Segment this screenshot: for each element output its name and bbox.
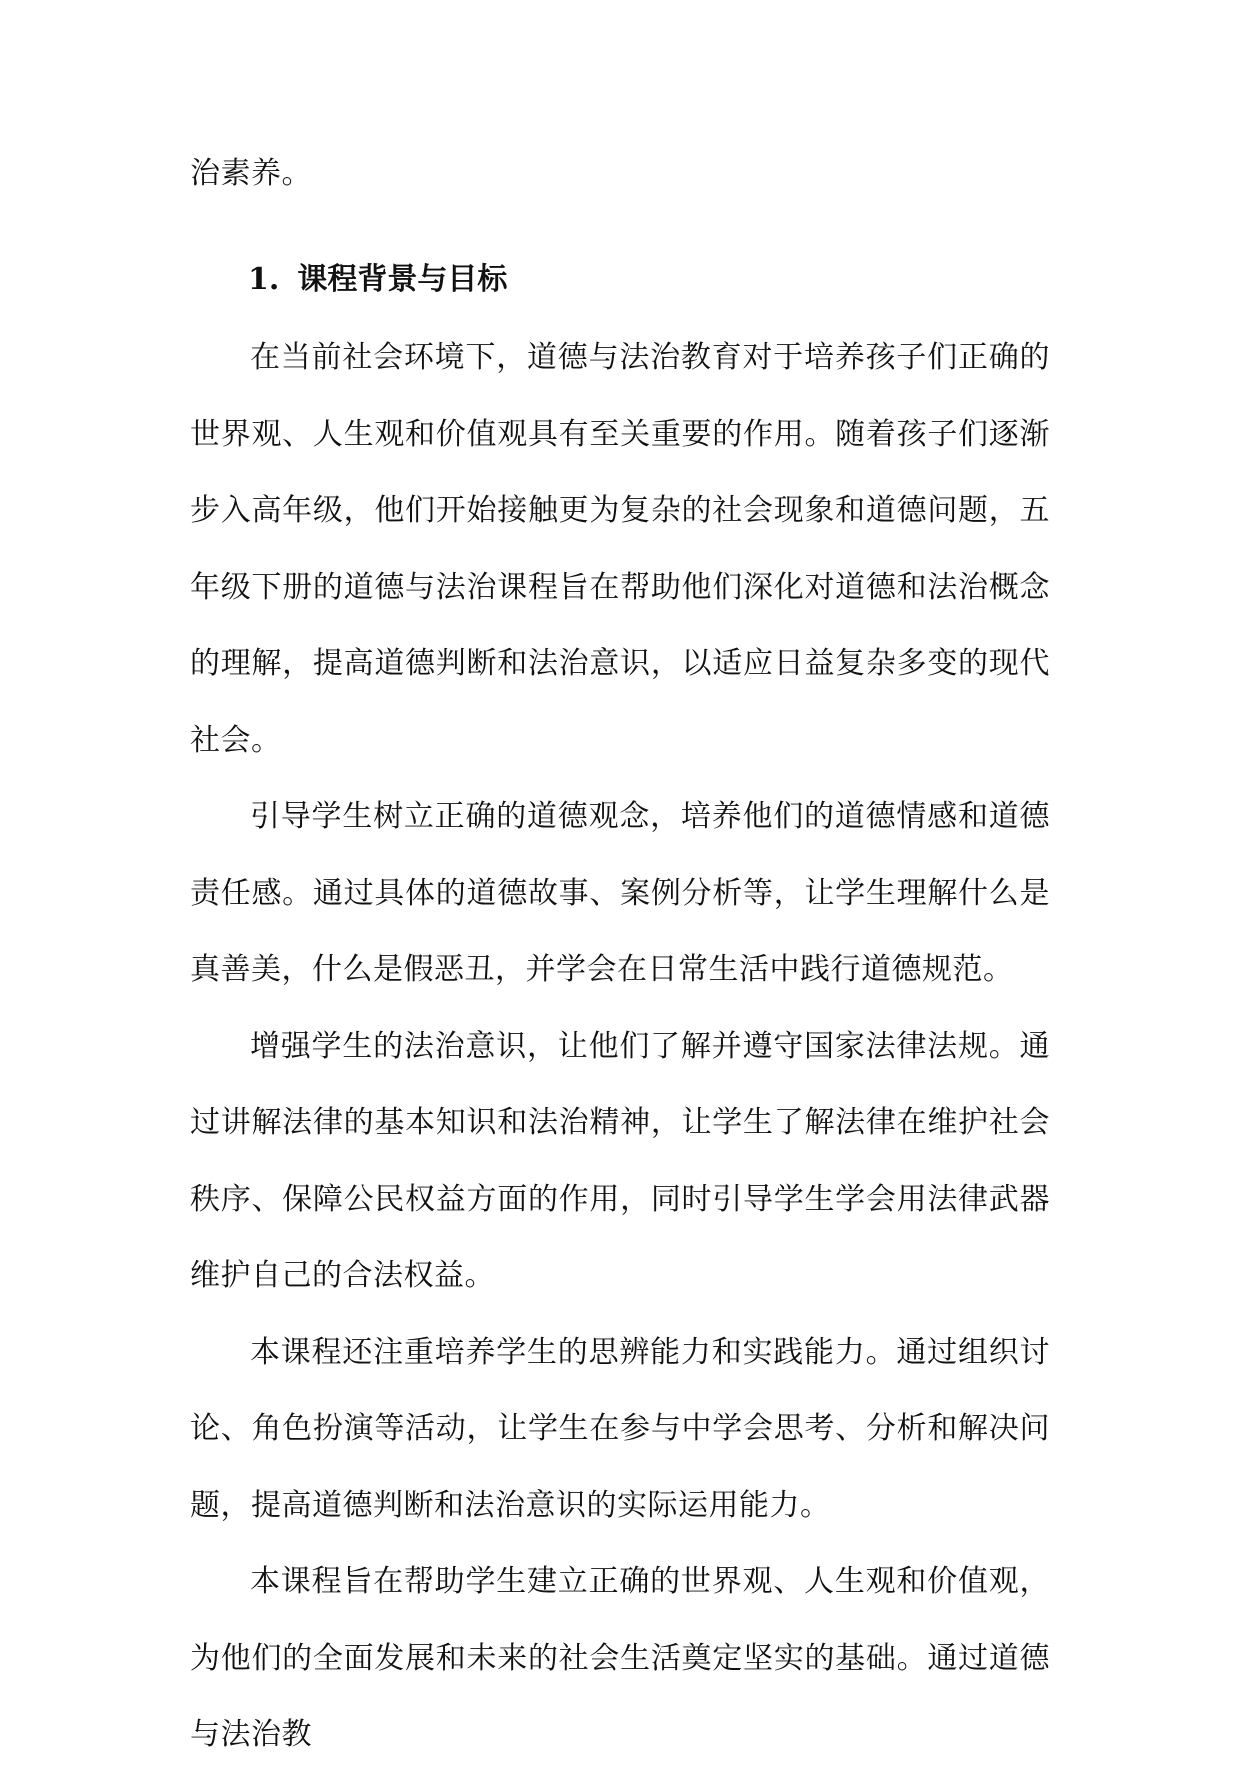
continuation-text: 治素养。 — [190, 156, 312, 191]
paragraph-background: 在当前社会环境下，道德与法治教育对于培养孩子们正确的世界观、人生观和价值观具有至关重要的作用。随着孩子们逐渐步入高年级，他们开始接触更为复杂的社会现象和道德问题，五年级下册的道德与法治课程旨在帮助他们深化对道德和法治概念的理解，提高道德判断和法治意识，以适应日益复杂多变的现代社会。 — [190, 340, 1050, 758]
paragraph-law-goal: 增强学生的法治意识，让他们了解并遵守国家法律法规。通过讲解法律的基本知识和法治精神，让学生了解法律在维护社会秩序、保障公民权益方面的作用，同时引导学生学会用法律武器维护自己的合法权益。 — [190, 1028, 1050, 1293]
section-number: 1. — [248, 262, 280, 297]
paragraph-moral-goal: 引导学生树立正确的道德观念，培养他们的道德情感和道德责任感。通过具体的道德故事、案例分析等，让学生理解什么是真善美，什么是假恶丑，并学会在日常生活中践行道德规范。 — [190, 799, 1050, 987]
paragraph-summary: 本课程旨在帮助学生建立正确的世界观、人生观和价值观，为他们的全面发展和未来的社会生活奠定坚实的基础。通过道德与法治教 — [190, 1564, 1050, 1752]
section-heading — [248, 258, 507, 302]
paragraph-ability-goal: 本课程还注重培养学生的思辨能力和实践能力。通过组织讨论、角色扮演等活动，让学生在参与中学会思考、分析和解决问题，提高道德判断和法治意识的实际运用能力。 — [190, 1334, 1050, 1523]
section-title: 课程背景与目标 — [297, 262, 508, 297]
body-paragraphs — [190, 320, 1050, 1774]
